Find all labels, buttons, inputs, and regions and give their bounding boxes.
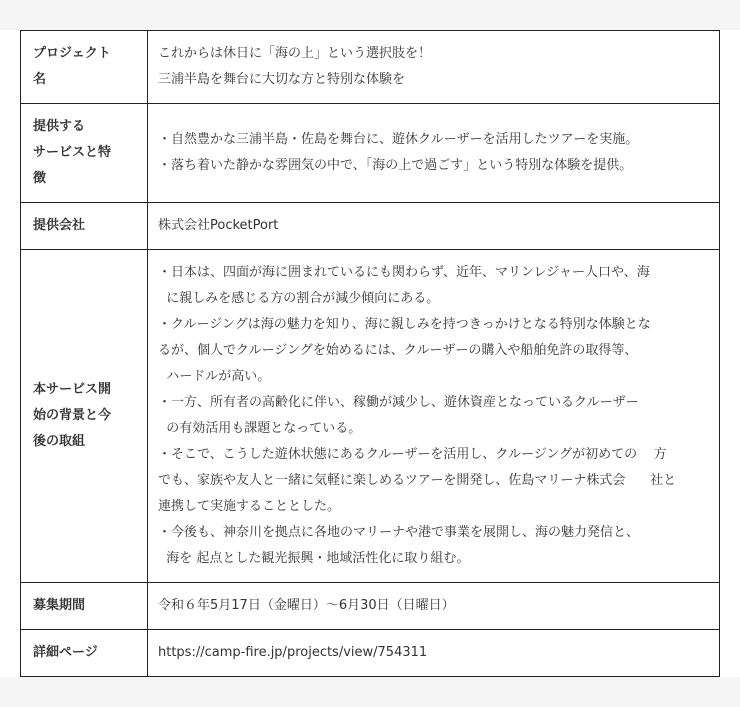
- label-line: 後の取組: [33, 434, 86, 449]
- value-line: ・一方、所有者の高齢化に伴い、稼働が減少し、遊休資産となっているクルーザー: [158, 395, 639, 410]
- value-line: でも、家族や友人と一緒に気軽に楽しめるツアーを開発し、佐島マリーナ株式会 社と: [158, 473, 677, 488]
- label-line: サービスと特: [33, 145, 112, 160]
- project-info-table: [20, 30, 720, 677]
- label-line: 提供する: [33, 119, 86, 134]
- table-row-background: [21, 250, 720, 583]
- row-value: [148, 104, 720, 203]
- value-line: ・落ち着いた静かな雰囲気の中で、「海の上で過ごす」という特別な体験を提供。: [158, 158, 633, 173]
- value-line: ・日本は、四面が海に囲まれているにも関わらず、近年、マリンレジャー人口や、海: [158, 265, 650, 280]
- value-line: 連携して実施することとした。: [158, 499, 341, 514]
- row-label: [21, 104, 148, 203]
- value-line: ・クルージングは海の魅力を知り、海に親しみを持つきっかけとなる特別な体験とな: [158, 317, 651, 332]
- value-line: 三浦半島を舞台に大切な方と特別な体験を: [158, 72, 406, 87]
- row-label: [21, 630, 148, 677]
- row-value: [148, 203, 720, 250]
- row-label: [21, 31, 148, 104]
- details-page-link[interactable]: https://camp-fire.jp/projects/view/754311: [158, 645, 428, 660]
- label-line: 募集期間: [33, 598, 86, 613]
- row-value: [148, 250, 720, 583]
- table-row-provider: [21, 203, 720, 250]
- value-line: の有効活用も課題となっている。: [158, 421, 362, 436]
- label-line: 詳細ページ: [33, 645, 98, 660]
- top-background-band: [0, 0, 740, 30]
- table-row-service-features: [21, 104, 720, 203]
- label-line: 始の背景と今: [33, 408, 112, 423]
- table-row-details-page: [21, 630, 720, 677]
- label-line: 徴: [33, 171, 47, 186]
- value-line: ・そこで、こうした遊休状態にあるクルーザーを活用し、クルージングが初めての 方: [158, 447, 667, 462]
- value-line: ハードルが高い。: [158, 369, 271, 384]
- table-row-period: [21, 583, 720, 630]
- value-line: に親しみを感じる方の割合が減少傾向にある。: [158, 291, 440, 306]
- value-line: 海を 起点とした観光振興・地域活性化に取り組む。: [158, 551, 470, 566]
- value-line: 株式会社PocketPort: [158, 218, 279, 233]
- row-label: [21, 203, 148, 250]
- value-line: ・今後も、神奈川を拠点に各地のマリーナや港で事業を展開し、海の魅力発信と、: [158, 525, 640, 540]
- table-row-project-name: [21, 31, 720, 104]
- label-line: 名: [33, 72, 47, 87]
- label-line: 提供会社: [33, 218, 86, 233]
- bottom-background-band: [0, 677, 740, 707]
- row-value: [148, 31, 720, 104]
- label-line: プロジェクト: [33, 46, 111, 61]
- label-line: 本サービス開: [33, 382, 112, 397]
- row-value: [148, 630, 720, 677]
- value-line: これからは休日に「海の上」という選択肢を！: [158, 46, 432, 61]
- row-label: [21, 250, 148, 583]
- value-line: るが、個人でクルージングを始めるには、クルーザーの購入や船舶免許の取得等、: [158, 343, 638, 358]
- value-line: ・自然豊かな三浦半島・佐島を舞台に、遊休クルーザーを活用したツアーを実施。: [158, 132, 639, 147]
- value-line: 令和６年5月17日（金曜日）～6月30日（日曜日）: [158, 598, 455, 613]
- row-label: [21, 583, 148, 630]
- row-value: [148, 583, 720, 630]
